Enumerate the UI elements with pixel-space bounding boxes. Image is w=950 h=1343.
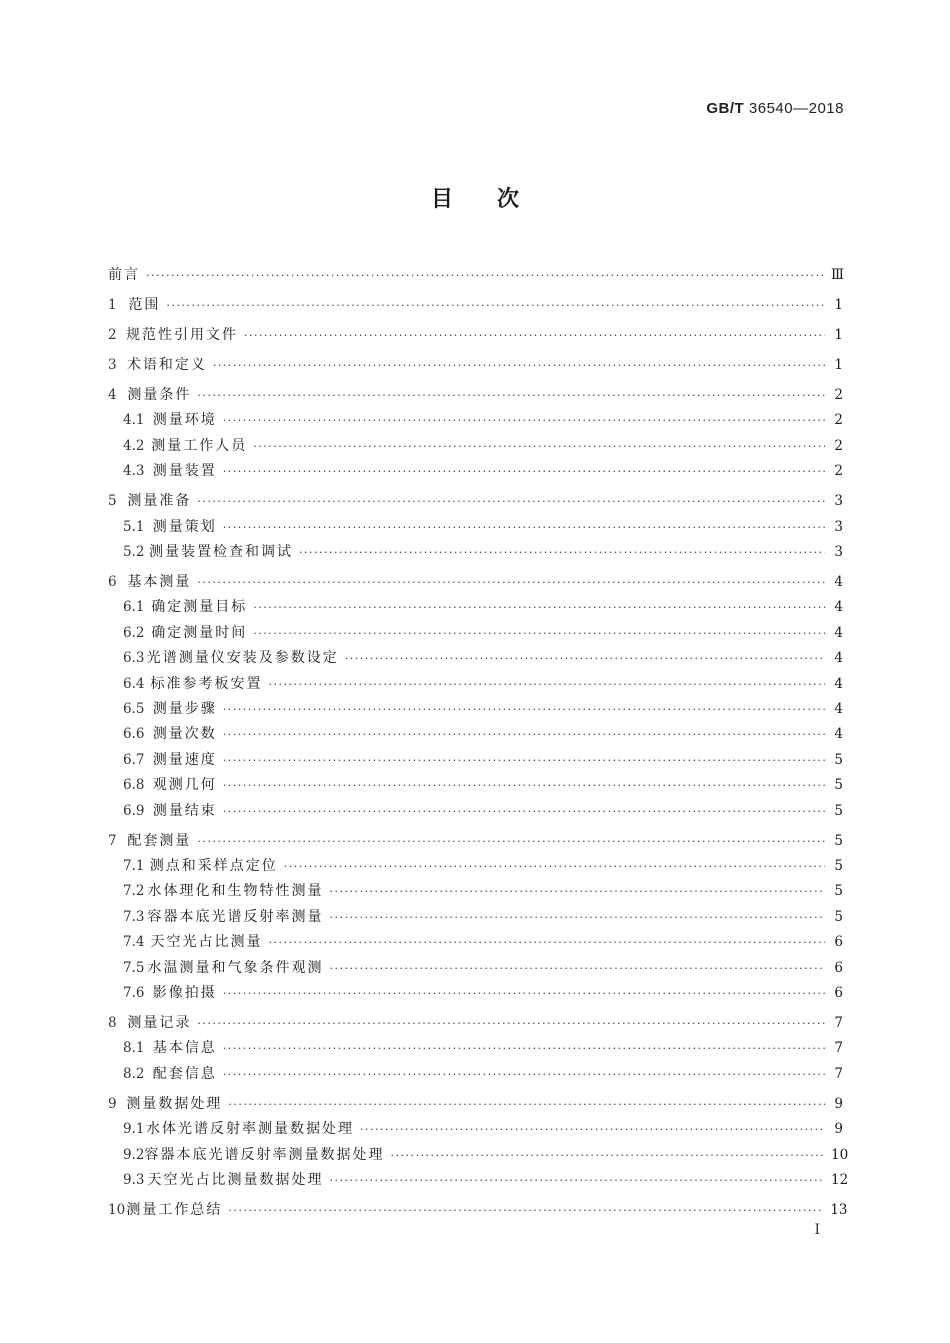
toc-entry[interactable] — [108, 646, 843, 668]
toc-leader-dots — [269, 676, 826, 694]
toc-entry-page: 5 — [834, 802, 843, 819]
toc-entry-label: 术语和定义 — [126, 357, 207, 373]
toc-entry-label: 测量环境 — [152, 412, 217, 429]
toc-entry[interactable] — [108, 956, 843, 978]
toc-entry[interactable] — [108, 515, 843, 537]
toc-entry-label: 容器本底光谱反射率测量 — [147, 908, 324, 925]
document-code-number: 36540—2018 — [748, 100, 844, 117]
toc-entry-label: 测量步骤 — [152, 701, 217, 717]
toc-entry-number: 9.3 — [123, 1172, 145, 1188]
toc-entry-number: 5.1 — [123, 518, 145, 535]
toc-entry-number: 10 — [108, 1202, 126, 1218]
toc-leader-dots — [345, 650, 825, 668]
toc-entry-number: 7.1 — [123, 858, 145, 874]
toc-entry-number: 6.6 — [123, 726, 145, 743]
toc-entry-page: 1 — [834, 357, 843, 373]
toc-entry-number: 6.3 — [123, 650, 145, 667]
toc-entry-page: 4 — [834, 599, 843, 616]
toc-entry-label: 确定测量目标 — [151, 599, 248, 616]
toc-entry-number: 6 — [108, 574, 117, 590]
toc-leader-dots — [197, 387, 825, 405]
toc-leader-dots — [197, 574, 825, 592]
toc-entry-page: 4 — [834, 675, 843, 692]
toc-entry-label: 测点和采样点定位 — [149, 858, 278, 874]
toc-leader-dots — [223, 726, 825, 744]
toc-entry-label: 前言 — [108, 267, 140, 283]
toc-entry[interactable] — [108, 1198, 848, 1220]
toc-entry[interactable] — [108, 879, 843, 901]
toc-entry-page: 5 — [834, 908, 843, 925]
toc-entry-number: 7 — [108, 832, 117, 849]
toc-entry-page: 4 — [834, 624, 843, 641]
toc-entry[interactable] — [108, 1036, 843, 1058]
toc-entry-number: 9.1 — [123, 1121, 145, 1138]
toc-entry-label: 确定测量时间 — [151, 624, 248, 641]
toc-leader-dots — [329, 883, 825, 901]
toc-entry-page: 5 — [834, 858, 843, 874]
toc-entry[interactable] — [108, 383, 843, 405]
toc-entry-page: 2 — [834, 412, 843, 429]
toc-entry[interactable] — [108, 672, 843, 694]
toc-entry[interactable] — [108, 489, 843, 511]
toc-entry-label: 容器本底光谱反射率测量数据处理 — [144, 1146, 385, 1163]
toc-leader-dots — [197, 833, 825, 851]
toc-leader-dots — [166, 297, 825, 315]
toc-entry-label: 测量准备 — [127, 493, 192, 510]
toc-leader-dots — [223, 1040, 825, 1058]
toc-entry[interactable] — [108, 722, 843, 744]
toc-leader-dots — [223, 519, 825, 537]
toc-entry-page: 5 — [834, 883, 843, 900]
toc-entry-number: 6.2 — [123, 624, 145, 641]
toc-entry-number: 6.5 — [123, 701, 145, 717]
toc-entry-number: 8.2 — [123, 1065, 145, 1082]
toc-entry-label: 观测几何 — [152, 777, 217, 794]
toc-entry-page: 4 — [834, 574, 843, 590]
toc-entry-number: 6.8 — [123, 777, 145, 794]
toc-entry[interactable] — [108, 1117, 843, 1139]
toc-entry[interactable] — [108, 293, 843, 315]
toc-leader-dots — [329, 960, 825, 978]
toc-entry-label: 测量装置检查和调试 — [149, 544, 293, 560]
toc-entry[interactable] — [108, 930, 843, 952]
toc-entry-number: 6.4 — [123, 675, 145, 692]
toc-entry[interactable] — [108, 981, 843, 1003]
toc-entry-number: 6.1 — [123, 599, 145, 616]
toc-entry-label: 测量工作人员 — [151, 437, 248, 454]
toc-entry-page: 3 — [834, 518, 843, 535]
toc-entry-page: 10 — [831, 1146, 849, 1163]
toc-entry-number: 9 — [108, 1095, 117, 1112]
toc-entry[interactable] — [108, 570, 843, 592]
toc-entry-page: 9 — [834, 1121, 843, 1138]
toc-leader-dots — [329, 1172, 825, 1190]
toc-entry-label: 配套信息 — [152, 1065, 217, 1082]
toc-entry-page: Ⅲ — [831, 267, 845, 283]
toc-entry-page: 7 — [834, 1065, 843, 1082]
toc-entry-number: 9.2 — [123, 1146, 145, 1163]
toc-leader-dots — [244, 327, 825, 345]
toc-entry-page: 4 — [834, 701, 843, 717]
toc-entry-number: 4.2 — [123, 437, 145, 454]
toc-entry-label: 测量结束 — [152, 802, 217, 819]
toc-leader-dots — [223, 985, 825, 1003]
toc-leader-dots — [360, 1121, 825, 1139]
toc-entry-label: 测量数据处理 — [126, 1095, 223, 1112]
toc-entry-label: 标准参考板安置 — [150, 675, 263, 692]
toc-entry-label: 测量工作总结 — [126, 1202, 223, 1218]
toc-entry-number: 4 — [108, 387, 117, 403]
toc-leader-dots — [253, 625, 825, 643]
toc-entry-label: 测量记录 — [127, 1015, 192, 1031]
toc-leader-dots — [223, 777, 825, 795]
toc-leader-dots — [146, 267, 825, 285]
toc-entry-page: 4 — [834, 726, 843, 743]
page-number: I — [814, 1222, 820, 1238]
toc-entry-page: 1 — [834, 297, 843, 313]
document-code — [706, 100, 844, 117]
toc-entry-page: 7 — [834, 1040, 843, 1057]
toc-entry-label: 天空光占比测量数据处理 — [147, 1172, 324, 1188]
toc-entry[interactable] — [108, 434, 843, 456]
document-code-prefix: GB/T — [706, 100, 745, 117]
toc-entry-page: 2 — [834, 387, 843, 403]
toc-entry-page: 7 — [834, 1015, 843, 1031]
toc-entry-number: 2 — [108, 327, 117, 343]
toc-entry[interactable] — [108, 799, 843, 821]
toc-entry[interactable] — [108, 323, 843, 345]
toc-entry-label: 光谱测量仪安装及参数设定 — [146, 650, 339, 667]
toc-entry-label: 测量策划 — [152, 518, 217, 535]
toc-leader-dots — [213, 357, 825, 375]
toc-entry-number: 7.4 — [123, 934, 145, 951]
toc-entry[interactable] — [108, 697, 843, 719]
toc-entry-label: 水体光谱反射率测量数据处理 — [145, 1121, 354, 1138]
toc-entry-page: 6 — [834, 985, 843, 1001]
toc-entry[interactable] — [108, 621, 843, 643]
toc-entry-label: 基本信息 — [152, 1040, 217, 1057]
toc-entry-page: 1 — [834, 327, 843, 343]
toc-entry-page: 2 — [834, 437, 843, 454]
toc-entry-label: 水温测量和气象条件观测 — [147, 959, 324, 976]
toc-entry-label: 天空光占比测量 — [150, 934, 263, 951]
toc-entry[interactable] — [108, 1092, 843, 1114]
toc-entry[interactable] — [108, 905, 843, 927]
toc-entry-page: 4 — [834, 650, 843, 667]
toc-entry[interactable] — [108, 1062, 843, 1084]
toc-leader-dots — [253, 438, 825, 456]
toc-leader-dots — [197, 493, 825, 511]
toc-entry-label: 配套测量 — [127, 832, 192, 849]
toc-entry-number: 8 — [108, 1015, 117, 1031]
toc-leader-dots — [228, 1096, 825, 1114]
toc-entry-page: 13 — [830, 1202, 848, 1218]
toc-leader-dots — [197, 1015, 825, 1033]
toc-entry-number: 5 — [108, 493, 117, 510]
toc-entry-number: 7.5 — [123, 959, 145, 976]
toc-leader-dots — [223, 412, 825, 430]
toc-entry[interactable] — [108, 540, 843, 562]
toc-entry[interactable] — [108, 595, 843, 617]
toc-entry[interactable] — [108, 829, 843, 851]
toc-entry-number: 1 — [108, 297, 117, 313]
toc-entry-label: 测量条件 — [127, 387, 192, 403]
toc-entry-number: 6.9 — [123, 802, 145, 819]
toc-entry-number: 8.1 — [123, 1040, 145, 1057]
toc-entry-number: 6.7 — [123, 751, 145, 768]
toc-entry-label: 范围 — [128, 297, 161, 313]
toc-entry-label: 测量速度 — [152, 751, 217, 768]
toc-entry-number: 7.2 — [123, 883, 145, 900]
toc-leader-dots — [269, 934, 826, 952]
toc-entry[interactable] — [108, 1143, 849, 1165]
toc-leader-dots — [223, 1066, 825, 1084]
toc-entry-page: 12 — [831, 1172, 849, 1188]
toc-leader-dots — [390, 1147, 825, 1165]
toc-entry-page: 2 — [834, 463, 843, 480]
toc-leader-dots — [253, 599, 825, 617]
toc-entry-label: 水体理化和生物特性测量 — [147, 883, 324, 900]
toc-entry-number: 5.2 — [123, 544, 145, 560]
toc-entry-number: 7.3 — [123, 908, 145, 925]
toc-entry-number: 7.6 — [123, 985, 145, 1001]
toc-entry-label: 规范性引用文件 — [125, 327, 238, 343]
page-title: 目次 — [430, 187, 563, 212]
toc-leader-dots — [228, 1202, 824, 1220]
toc-entry[interactable] — [108, 1168, 849, 1190]
toc-leader-dots — [329, 909, 825, 927]
toc-entry[interactable] — [108, 748, 843, 770]
toc-leader-dots — [223, 463, 825, 481]
toc-entry-label: 测量装置 — [152, 463, 217, 480]
toc-entry[interactable] — [108, 1011, 843, 1033]
toc-entry-page: 3 — [834, 544, 843, 560]
toc-entry-page: 6 — [834, 959, 843, 976]
toc-leader-dots — [223, 752, 825, 770]
toc-entry-label: 影像拍摄 — [152, 985, 217, 1001]
toc-leader-dots — [299, 544, 825, 562]
toc-leader-dots — [223, 803, 825, 821]
toc-leader-dots — [223, 701, 825, 719]
toc-entry-page: 5 — [834, 777, 843, 794]
toc-entry[interactable] — [108, 263, 843, 285]
toc-entry[interactable] — [108, 353, 843, 375]
toc-entry-number: 3 — [108, 357, 117, 373]
toc-entry-label: 基本测量 — [127, 574, 192, 590]
toc-entry-number: 4.3 — [123, 463, 145, 480]
toc-entry-page: 3 — [834, 493, 843, 510]
toc-entry-number: 4.1 — [123, 412, 145, 429]
toc-entry[interactable] — [108, 773, 843, 795]
toc-entry-label: 测量次数 — [152, 726, 217, 743]
toc-entry-page: 5 — [834, 832, 843, 849]
toc-entry[interactable] — [108, 854, 843, 876]
toc-entry-page: 5 — [834, 751, 843, 768]
toc-entry-page: 9 — [834, 1095, 843, 1112]
toc-entry[interactable] — [108, 459, 843, 481]
toc-entry[interactable] — [108, 408, 843, 430]
toc-entry-page: 6 — [834, 934, 843, 951]
toc-leader-dots — [284, 858, 825, 876]
